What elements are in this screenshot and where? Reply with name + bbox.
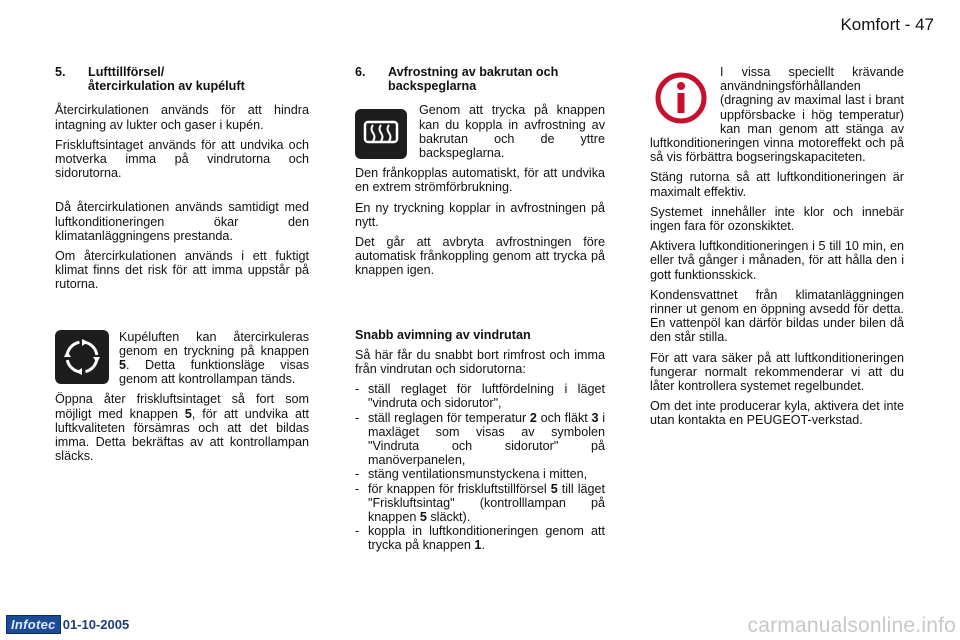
- paragraph: Kondensvattnet från klimatanläggningen rinner ut genom en öppning avsedd för detta. En vattenpöl kan därför bildas under bilen då den står stilla.: [650, 287, 904, 345]
- paragraph: Om det inte producerar kyla, aktivera det inte utan kontakta en PEUGEOT-verkstad.: [650, 399, 904, 428]
- section-6-heading: [355, 65, 605, 93]
- paragraph: För att vara säker på att luftkonditioneringen fungerar normalt rekommenderar vi att du låter kontrollera systemet regelbundet.: [650, 350, 904, 394]
- left-column: [55, 65, 309, 469]
- heading-line: återcirkulation av kupéluft: [88, 79, 245, 94]
- paragraph: Om återcirkulationen används i ett fuktigt klimat finns det risk för att imma uppstår på rutorna.: [55, 249, 309, 292]
- heading-line: Avfrostning av bakrutan och: [388, 65, 559, 79]
- paragraph: Öppna åter friskluftsintaget så fort som möjligt med knappen 5, för att undvika att luftkvaliteten försämras och att det bildas imma. Detta bekräftas av att kontrollampan släcks.: [55, 392, 309, 464]
- heading-line: backspeglarna: [388, 79, 477, 94]
- middle-column: [355, 65, 605, 553]
- paragraph: Friskluftsintaget används för att undvika och motverka imma på vindrutorna och sidorutorna.: [55, 137, 309, 181]
- footer: [6, 615, 129, 634]
- page-header: Komfort - 47: [840, 15, 934, 34]
- list-item: - koppla in luftkonditioneringen genom att trycka på knappen 1.: [355, 524, 605, 552]
- watermark: carmanualsonline.info: [747, 614, 956, 637]
- paragraph: Aktivera luftkonditioneringen i 5 till 10 min, en eller två gånger i månaden, för att hålla den i gott funktionsskick.: [650, 239, 904, 282]
- paragraph: Kupéluften kan återcirkuleras genom en tryckning på knappen 5. Detta funktionsläge visas genom att kontrollampan tänds.: [119, 329, 309, 387]
- subheading: Snabb avimning av vindrutan: [355, 327, 531, 342]
- paragraph: Systemet innehåller inte klor och innebär ingen fara för ozonskiktet.: [650, 204, 904, 234]
- paragraph: Då återcirkulationen används samtidigt med luftkonditioneringen ökar den klimatanläggningens prestanda.: [55, 200, 309, 243]
- paragraph: En ny tryckning kopplar in avfrostningen på nytt.: [355, 200, 605, 229]
- paragraph: Återcirkulationen används för att hindra intagning av lukter och gaser i kupén.: [55, 103, 309, 132]
- paragraph: Genom att trycka på knappen kan du koppla in avfrostning av bakrutan och de yttre backspeglarna.: [419, 103, 605, 161]
- infotec-logo: Infotec: [6, 615, 61, 634]
- list-item: - ställ reglaget för luftfördelning i läget "vindruta och sidorutor",: [355, 382, 605, 410]
- info-warning-icon: [654, 71, 708, 125]
- rear-defrost-icon: [355, 109, 407, 159]
- paragraph: Det går att avbryta avfrostningen före automatisk frånkoppling genom att trycka på knappen igen.: [355, 235, 605, 278]
- list-item: - ställ reglagen för temperatur 2 och fläkt 3 i maxläget som visas av symbolen "Vindruta och sidorutor" på manöverpanelen,: [355, 411, 605, 468]
- paragraph: Den frånkopplas automatiskt, för att undvika en extrem strömförbrukning.: [355, 166, 605, 195]
- step-list: [355, 382, 605, 552]
- paragraph: Stäng rutorna så att luftkonditioneringen är maximalt effektiv.: [650, 170, 904, 199]
- paragraph: Så här får du snabbt bort rimfrost och imma från vindrutan och sidorutorna:: [355, 347, 605, 377]
- heading-line: Lufttillförsel/: [88, 65, 165, 79]
- list-item: - stäng ventilationsmunstyckena i mitten,: [355, 467, 605, 481]
- right-column: [650, 65, 904, 434]
- footer-date: 01-10-2005: [62, 617, 130, 632]
- paragraph: I vissa speciellt krävande användningsförhållanden (dragning av maximal last i brant uppförsbacke i hög temperatur) kan man genom att stänga av luftkonditioneringen vinna motoreffekt och på så vis förbättra bogseringskapaciteten.: [650, 65, 904, 165]
- section-number: 5.: [55, 65, 66, 79]
- section-number: 6.: [355, 65, 366, 79]
- list-item: - för knappen för friskluftstillförsel 5 till läget "Friskluftsintag" (kontrolllampan på knappen 5 släckt).: [355, 482, 605, 525]
- recirculation-icon: [55, 330, 109, 384]
- section-5-heading: [55, 65, 309, 93]
